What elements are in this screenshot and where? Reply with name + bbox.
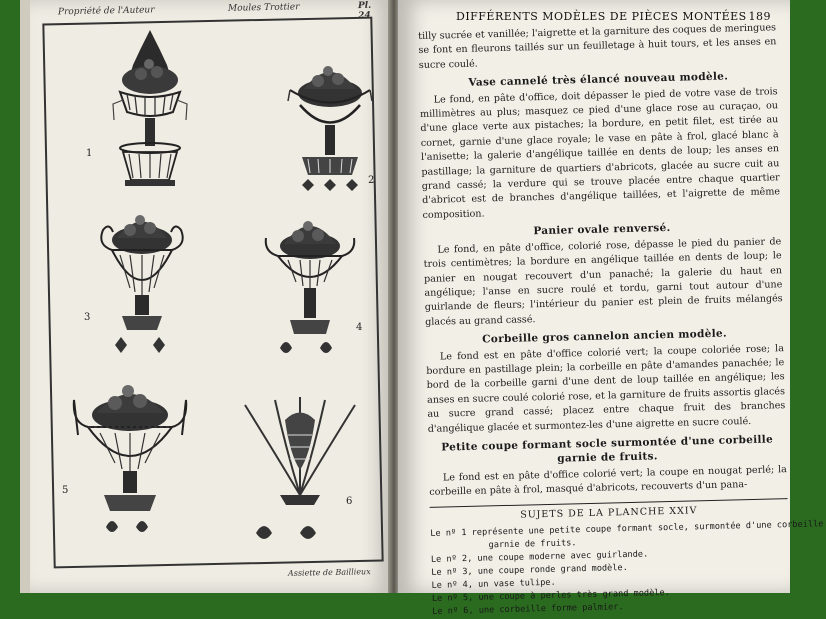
sujet-line: Le nº 5, une coupe à perles très grand modèle. bbox=[431, 588, 670, 604]
page-number: 189 bbox=[748, 10, 771, 23]
figure-number-3: 3 bbox=[84, 312, 91, 323]
right-page bbox=[398, 0, 824, 617]
figure-3-illustration bbox=[95, 200, 190, 365]
figure-number-1: 1 bbox=[86, 148, 93, 159]
section-heading-1: Vase cannelé très élancé nouveau modèle. bbox=[468, 70, 729, 90]
section-body-4: Le fond est en pâte d'office colorié vert; la coupe en nougat perlé; la corbeille en pâte à frol, masqué d'abricots, recouverts d'un pana- bbox=[429, 463, 787, 499]
figure-1-illustration bbox=[105, 30, 195, 195]
sujets-list bbox=[430, 519, 824, 619]
section-body-1: Le fond, en pâte d'office, doit dépasser le pied de votre vase de trois millimètres au plus; masquez ce pied d'une glace rose au curaçao, ou d'une glace verte aux pistaches; la bordure, en petit filet, est tirée au cornet, garnie d'une glace royale; le vase en pâte à frol, glacé blanc à l'anisette; la galerie d'angélique taillée en dents de loup; les anses en pastillage; la garniture de quartiers d'abricots, glacée au sucre cuit au grand cassé; la verdure qui se trouve placée entre chaque quartier d'abricot est de branches d'angélique taillées, et l'aigrette de même composition. bbox=[419, 85, 781, 221]
figure-number-4: 4 bbox=[356, 322, 363, 333]
figure-number-6: 6 bbox=[346, 496, 353, 507]
figure-6-illustration bbox=[240, 385, 360, 555]
figure-4-illustration bbox=[258, 208, 363, 373]
section-heading-2: Panier ovale renversé. bbox=[533, 222, 671, 238]
sujet-line: Le nº 3, une coupe ronde grand modèle. bbox=[431, 563, 628, 578]
plate-header-left: Propriété de l'Auteur bbox=[57, 5, 155, 18]
sujet-line: Le nº 2, une coupe moderne avec guirlande. bbox=[430, 549, 649, 565]
section-body-3: Le fond est en pâte d'office colorié vert; la coupe coloriée rose; la bordure en pastillage plein; la corbeille en pâte d'amandes panachée; le bord de la corbeille garni d'une dent de loup taillée en angélique; les anses en sucre coulé colorié rose, et la garniture de fruits assortis glacés au sucre grand cassé; placez entre chaque fruit des branches d'angélique glacée et surmontez-les d'une aigrette en sucre coulé. bbox=[426, 342, 786, 435]
section-body-2: Le fond, en pâte d'office, colorié rose, dépasse le pied du panier de trois centimètres; la bordure en angélique taillée en dents de loup; le panier en nougat recouvert d'un panaché; la galerie du haut en angélique; l'anse en sucre roulé et tordu, garni tout autour d'une guirlande de fleurs; l'intérieur du panier est plein de fruits mélangés glacés au grand cassé. bbox=[423, 235, 783, 328]
figure-number-2: 2 bbox=[368, 175, 375, 186]
sujets-title: SUJETS DE LA PLANCHE XXIV bbox=[520, 504, 698, 521]
text-block bbox=[418, 21, 824, 619]
plate-header-center: Moules Trottier bbox=[227, 2, 300, 14]
section-heading-3: Corbeille gros cannelon ancien modèle. bbox=[482, 327, 728, 346]
sujet-line: Le nº 1 représente une petite coupe formant socle, surmontée d'une corbeille bbox=[430, 519, 824, 539]
sujet-line: Le nº 6, une corbeille forme palmier. bbox=[432, 602, 624, 617]
figure-number-5: 5 bbox=[62, 485, 69, 496]
running-title: DIFFÉRENTS MODÈLES DE PIÈCES MONTÉES bbox=[456, 10, 747, 23]
plate-header-right: Pl. 24 bbox=[357, 0, 372, 22]
sujet-line: garnie de fruits. bbox=[488, 538, 577, 551]
figure-2-illustration bbox=[280, 45, 380, 200]
section-heading-4: Petite coupe formant socle surmontée d'une corbeille garnie de fruits. bbox=[441, 433, 774, 466]
intro-paragraph: tilly sucrée et vanillée; l'aigrette et la garniture des coques de meringues se font en fleurons taillés sur un feuilletage à huit tours, et les anses en sucre coulé. bbox=[418, 22, 777, 71]
sujet-line: Le nº 4, un vase tulipe. bbox=[431, 577, 556, 591]
plate-footer: Assiette de Baillieux bbox=[287, 567, 371, 578]
figure-5-illustration bbox=[70, 375, 190, 545]
